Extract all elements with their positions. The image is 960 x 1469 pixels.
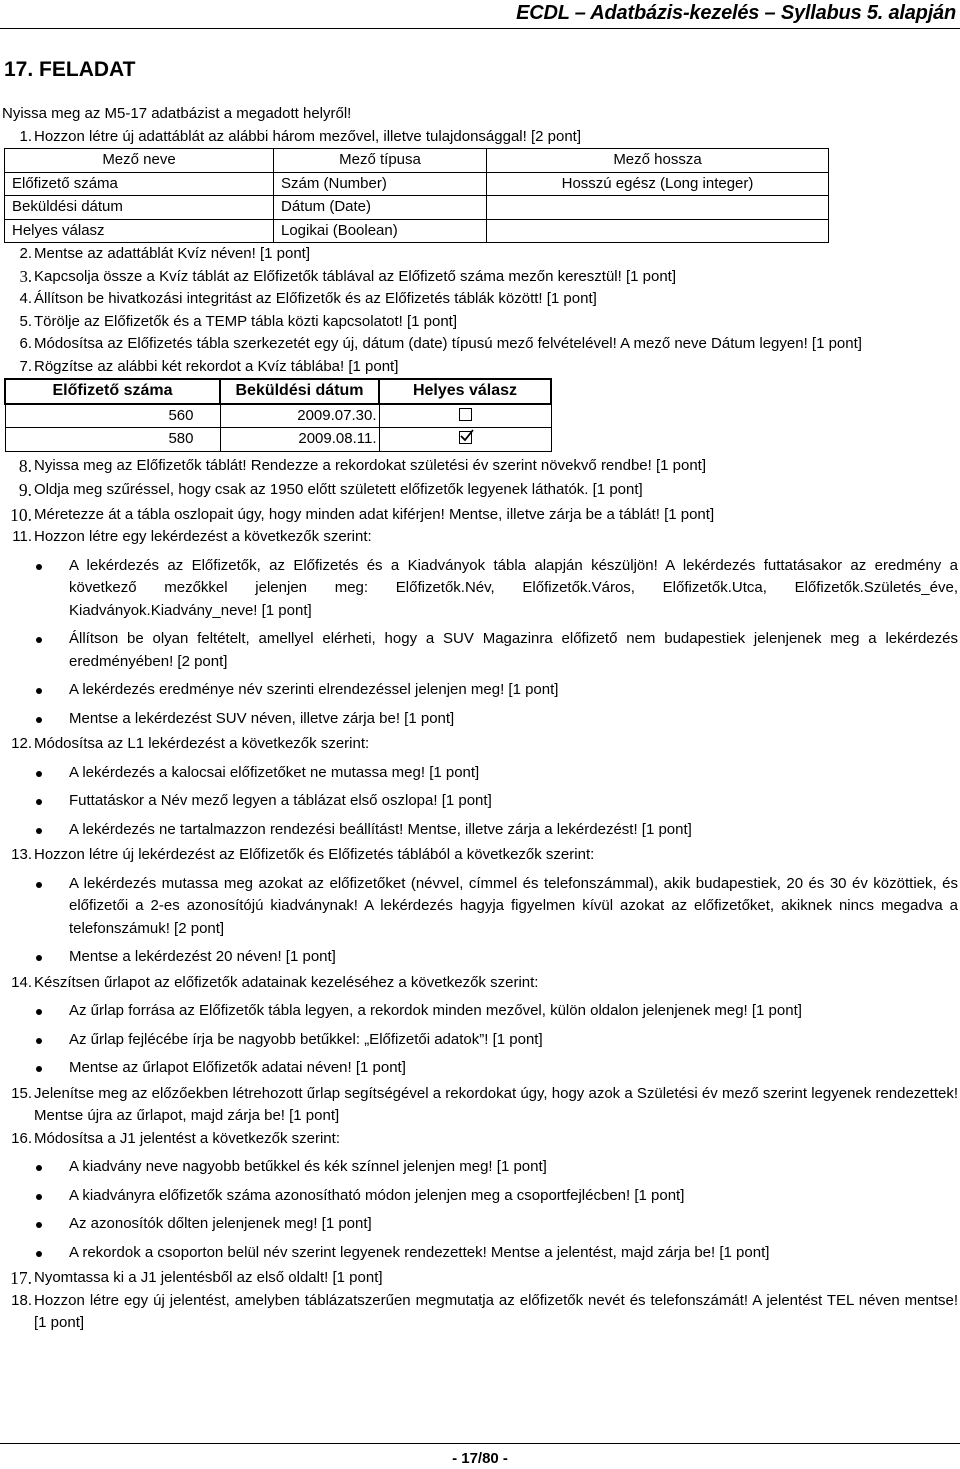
- table-row: [5, 172, 829, 196]
- intro-text: Nyissa meg az M5-17 adatbázist a megadott helyről!: [2, 105, 352, 122]
- header-cell: Előfizető száma: [5, 379, 220, 404]
- table-cell: Dátum (Date): [274, 196, 487, 220]
- step-number: 3.: [19, 266, 32, 286]
- footer-rule: [0, 1443, 960, 1444]
- step-number: 13.: [11, 846, 32, 863]
- table-row: [5, 196, 829, 220]
- field-definition-table: [4, 148, 829, 243]
- step-11: [0, 526, 958, 549]
- step-text: Oldja meg szűréssel, hogy csak az 1950 előtt született előfizetők legyenek láthatók. [1 pont]: [34, 481, 643, 498]
- records-table: [4, 378, 552, 452]
- step-number: 16.: [11, 1129, 32, 1147]
- step-number: 4.: [19, 290, 32, 307]
- step-text: Hozzon létre egy lekérdezést a következők szerint:: [34, 528, 372, 545]
- step-8: [0, 455, 958, 478]
- step-4: [0, 288, 958, 311]
- list-item: Mentse a lekérdezést 20 néven! [1 pont]: [0, 946, 958, 969]
- step-14-bullets: [0, 1000, 958, 1080]
- bullet-icon: [0, 762, 69, 784]
- step-13-bullets: [0, 873, 958, 969]
- table-header-row: [5, 149, 829, 173]
- table-cell: Helyes válasz: [5, 219, 274, 243]
- step-number: 6.: [19, 335, 32, 352]
- step-16-bullets: [0, 1156, 958, 1264]
- step-text: Módosítsa a J1 jelentést a következők szerint:: [34, 1129, 340, 1147]
- table-row: [5, 404, 551, 428]
- step-number: 10.: [10, 504, 32, 525]
- list-item: A rekordok a csoporton belül név szerint legyenek rendezettek! Mentse a jelentést, majd zárja be! [1 pont]: [0, 1242, 958, 1265]
- list-item: Állítson be olyan feltételt, amellyel elérheti, hogy a SUV Magazinra előfizető nem budapestiek jelenjenek meg a lekérdezés eredményében! [2 pont]: [0, 628, 958, 673]
- step-12-bullets: [0, 762, 958, 842]
- table-cell: 2009.08.11.: [220, 428, 379, 452]
- step-12: [0, 733, 958, 756]
- bullet-icon: [0, 946, 69, 968]
- bullet-icon: [0, 1156, 69, 1178]
- step-text: Nyissa meg az Előfizetők táblát! Rendezze a rekordokat születési év szerint növekvő rendbe! [1 pont]: [34, 456, 707, 474]
- step-15: [0, 1083, 958, 1128]
- list-item: A kiadvány neve nagyobb betűkkel és kék színnel jelenjen meg! [1 pont]: [0, 1156, 958, 1179]
- step-6: [0, 333, 958, 356]
- header-cell: Mező típusa: [274, 149, 487, 173]
- task-title: 17. FELADAT: [4, 58, 136, 81]
- step-text: Hozzon létre egy új jelentést, amelyben táblázatszerűen megmutatja az előfizetők nevét és telefonszámát! A jelentést TEL néven mentse! [1 pont]: [34, 1291, 958, 1331]
- step-number: 9.: [18, 480, 32, 500]
- table-cell: [487, 196, 829, 220]
- table-cell: Beküldési dátum: [5, 196, 274, 220]
- step-number: 5.: [19, 312, 32, 330]
- table-header-row: [5, 379, 551, 404]
- list-item: Mentse az űrlapot Előfizetők adatai néven! [1 pont]: [0, 1057, 958, 1080]
- step-text: Méretezze át a tábla oszlopait úgy, hogy minden adat kiférjen! Mentse, illetve zárja be a táblát! [1 pont]: [34, 505, 715, 523]
- list-item: Az űrlap forrása az Előfizetők tábla legyen, a rekordok minden mezővel, külön oldalon jelenjenek meg! [1 pont]: [0, 1000, 958, 1023]
- table-cell: Előfizető száma: [5, 172, 274, 196]
- bullet-icon: [0, 819, 69, 841]
- list-item: A lekérdezés ne tartalmazzon rendezési beállítást! Mentse, illetve zárja a lekérdezést! [1 pont]: [0, 819, 958, 842]
- step-number: 17.: [10, 1268, 32, 1288]
- step-10: [0, 504, 958, 527]
- step-2: [0, 243, 958, 266]
- bullet-icon: [0, 1057, 69, 1079]
- unchecked-box-icon: [459, 408, 472, 421]
- step-text: Készítsen űrlapot az előfizetők adatainak kezeléséhez a következők szerint:: [34, 973, 539, 991]
- step-number: 18.: [11, 1291, 32, 1309]
- bullet-icon: [0, 555, 69, 577]
- bullet-icon: [0, 679, 69, 701]
- step-text: Törölje az Előfizetők és a TEMP tábla közti kapcsolatot! [1 pont]: [34, 312, 457, 330]
- list-item: Mentse a lekérdezést SUV néven, illetve zárja be! [1 pont]: [0, 708, 958, 731]
- table-cell: Szám (Number): [274, 172, 487, 196]
- table-cell: [487, 219, 829, 243]
- table-cell: 560: [5, 404, 220, 428]
- step-text: Kapcsolja össze a Kvíz táblát az Előfizetők táblával az Előfizető száma mezőn keresztül! [1 pont]: [34, 267, 676, 285]
- step-7: [0, 356, 958, 379]
- step-number: 7.: [19, 357, 32, 375]
- step-1: [0, 126, 958, 149]
- table-cell: Logikai (Boolean): [274, 219, 487, 243]
- step-number: 15.: [11, 1084, 32, 1102]
- step-text: Hozzon létre új lekérdezést az Előfizetők és Előfizetés táblából a következők szerint:: [34, 846, 595, 863]
- step-number: 8.: [18, 455, 32, 476]
- step-number: 14.: [11, 973, 32, 991]
- step-13: [0, 844, 958, 867]
- step-text: Mentse az adattáblát Kvíz néven! [1 pont]: [34, 245, 311, 262]
- step-14: [0, 972, 958, 995]
- step-text: Nyomtassa ki a J1 jelentésből az első oldalt! [1 pont]: [34, 1269, 383, 1286]
- list-item: Az azonosítók dőlten jelenjenek meg! [1 pont]: [0, 1213, 958, 1236]
- checked-box-icon: [459, 431, 472, 444]
- running-header: ECDL – Adatbázis-kezelés – Syllabus 5. alapján: [516, 2, 956, 24]
- bullet-icon: [0, 708, 69, 730]
- list-item: Futtatáskor a Név mező legyen a táblázat első oszlopa! [1 pont]: [0, 790, 958, 813]
- step-number: 2.: [19, 245, 32, 262]
- step-3: [0, 266, 958, 289]
- list-item: A lekérdezés mutassa meg azokat az előfizetőket (névvel, címmel és telefonszámmal), akik budapestiek, 20 és 30 év közöttiek, és előfizetői a 2-es azonosítójú kiadványnak! A lekérdezés hagyja figyelmen kívül azokat az előfizetőket, akiknek nincs megadva a telefonszámuk! [2 pont]: [0, 873, 958, 941]
- step-text: Jelenítse meg az előzőekben létrehozott űrlap segítségével a rekordokat úgy, hogy azok a Születési év mező szerint legyenek rendezettek! Mentse újra az űrlapot, majd zárja be! [1 pont]: [34, 1084, 958, 1124]
- step-text: Hozzon létre új adattáblát az alábbi három mezővel, illetve tulajdonsággal! [2 pont]: [34, 127, 581, 145]
- step-text: Módosítsa az L1 lekérdezést a következők szerint:: [34, 735, 370, 752]
- step-text: Rögzítse az alábbi két rekordot a Kvíz táblába! [1 pont]: [34, 357, 399, 375]
- table-cell: [379, 428, 551, 452]
- header-cell: Helyes válasz: [379, 379, 551, 404]
- header-cell: Mező neve: [5, 149, 274, 173]
- list-item: A lekérdezés a kalocsai előfizetőket ne mutassa meg! [1 pont]: [0, 762, 958, 785]
- header-cell: Beküldési dátum: [220, 379, 379, 404]
- list-item: A lekérdezés az Előfizetők, az Előfizetés és a Kiadványok tábla alapján készüljön! A lekérdezés futtatásakor az eredmény a következő mezőkkel jelenjen meg: Előfizetők.Név, Előfizetők.Város, Előfizetők.Utca, Előfizetők.Születés_éve, Kiadványok.Kiadvány_neve! [1 pont]: [0, 555, 958, 623]
- header-cell: Mező hossza: [487, 149, 829, 173]
- bullet-icon: [0, 1185, 69, 1207]
- step-9: [0, 479, 958, 502]
- table-cell: [379, 404, 551, 428]
- list-item: A kiadványra előfizetők száma azonosítható módon jelenjen meg a csoportfejlécben! [1 pont]: [0, 1185, 958, 1208]
- bullet-icon: [0, 1213, 69, 1235]
- page-number: - 17/80 -: [452, 1450, 508, 1467]
- bullet-icon: [0, 628, 69, 650]
- table-row: [5, 219, 829, 243]
- bullet-icon: [0, 1242, 69, 1264]
- list-item: A lekérdezés eredménye név szerinti elrendezéssel jelenjen meg! [1 pont]: [0, 679, 958, 702]
- step-number: 1.: [19, 127, 32, 145]
- table-row: [5, 428, 551, 452]
- table-cell: 2009.07.30.: [220, 404, 379, 428]
- step-number: 11.: [12, 528, 32, 545]
- step-18: [0, 1290, 958, 1335]
- bullet-icon: [0, 873, 69, 895]
- bullet-icon: [0, 1029, 69, 1051]
- step-17: [0, 1267, 958, 1290]
- step-text: Módosítsa az Előfizetés tábla szerkezetét egy új, dátum (date) típusú mező felvételével! A mező neve Dátum legyen! [1 pont]: [34, 335, 862, 352]
- task-content: [0, 103, 958, 1335]
- step-16: [0, 1128, 958, 1151]
- bullet-icon: [0, 790, 69, 812]
- table-cell: Hosszú egész (Long integer): [487, 172, 829, 196]
- table-cell: 580: [5, 428, 220, 452]
- header-rule: [0, 28, 960, 29]
- step-number: 12.: [11, 735, 32, 752]
- bullet-icon: [0, 1000, 69, 1022]
- step-11-bullets: [0, 555, 958, 731]
- list-item: Az űrlap fejlécébe írja be nagyobb betűkkel: „Előfizetői adatok”! [1 pont]: [0, 1029, 958, 1052]
- step-5: [0, 311, 958, 334]
- step-text: Állítson be hivatkozási integritást az Előfizetők és az Előfizetés táblák között! [1 pont]: [34, 290, 597, 307]
